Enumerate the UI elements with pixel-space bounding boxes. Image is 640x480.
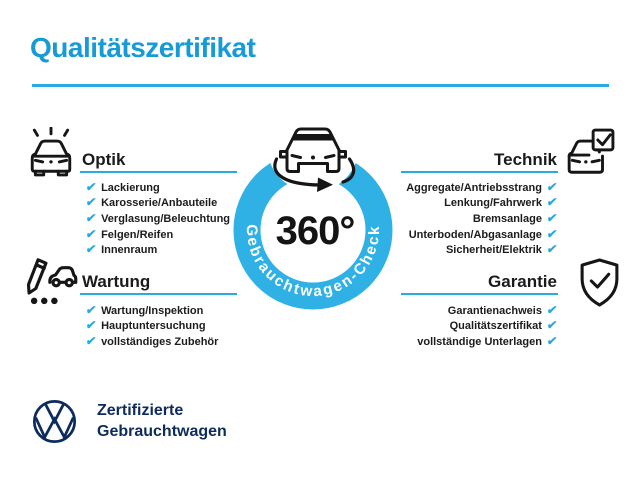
check-item-label: Innenraum: [101, 244, 158, 257]
section-rule-wartung: [80, 293, 237, 296]
check-icon: ✔: [85, 179, 98, 194]
section-rule-garantie: [401, 293, 558, 296]
check-item: [86, 242, 230, 258]
check-item: [86, 318, 218, 334]
360-check-badge: [223, 118, 403, 314]
check-item-label: Felgen/Reifen: [101, 228, 174, 241]
check-item: [86, 227, 230, 243]
shield-check-icon: [577, 257, 622, 309]
car-shine-icon: [25, 127, 77, 177]
check-item: [86, 180, 230, 196]
check-item-label: Hauptuntersuchung: [101, 320, 206, 333]
wartung-list: [86, 303, 218, 350]
check-item-label: Lenkung/Fahrwerk: [444, 197, 542, 210]
service-checklist-icon: [24, 257, 78, 311]
footer-claim-line2: Gebrauchtwagen: [97, 422, 227, 440]
optik-list: [86, 180, 230, 259]
section-rule-technik: [401, 171, 558, 174]
check-item-label: Karosserie/Anbauteile: [101, 197, 218, 210]
check-item-label: Unterboden/Abgasanlage: [408, 228, 542, 241]
check-icon: ✔: [85, 302, 98, 317]
check-icon: ✔: [546, 302, 559, 317]
check-icon: ✔: [546, 226, 559, 241]
check-item-label: vollständige Unterlagen: [417, 335, 542, 348]
check-item-label: vollständiges Zubehör: [101, 335, 219, 348]
check-item-label: Aggregate/Antriebsstrang: [406, 181, 542, 194]
check-icon: ✔: [85, 226, 98, 241]
check-item: [320, 334, 557, 350]
check-item-label: Qualitätszertifikat: [449, 320, 542, 333]
check-item-label: Lackierung: [101, 181, 160, 194]
check-icon: ✔: [546, 195, 559, 210]
check-icon: ✔: [546, 333, 559, 348]
check-icon: ✔: [85, 242, 98, 257]
check-icon: ✔: [85, 333, 98, 348]
section-title-optik: Optik: [82, 150, 126, 169]
footer-claim: [97, 401, 227, 442]
check-item-label: Garantienachweis: [447, 304, 542, 317]
check-icon: ✔: [546, 179, 559, 194]
check-item: [86, 303, 218, 319]
check-item-label: Sicherheit/Elektrik: [445, 244, 542, 257]
check-item-label: Bremsanlage: [472, 212, 542, 225]
section-title-wartung: Wartung: [82, 272, 151, 291]
section-title-technik: Technik: [494, 150, 557, 169]
check-icon: ✔: [85, 195, 98, 210]
check-icon: ✔: [546, 210, 559, 225]
degree-label: 360°: [275, 209, 355, 253]
check-item: [86, 211, 230, 227]
check-icon: ✔: [85, 210, 98, 225]
ring-label: Gebrauchtwagen-Check: [242, 224, 384, 301]
check-item-label: Wartung/Inspektion: [101, 304, 204, 317]
check-item: [320, 318, 557, 334]
check-item: [86, 334, 218, 350]
check-icon: ✔: [546, 242, 559, 257]
check-item-label: Verglasung/Beleuchtung: [101, 212, 231, 225]
car-checkbox-icon: [563, 128, 617, 178]
section-rule-optik: [80, 171, 237, 174]
check-item: [86, 195, 230, 211]
footer-claim-line1: Zertifizierte: [97, 402, 184, 419]
check-icon: ✔: [546, 318, 559, 333]
vw-logo: [31, 398, 78, 445]
check-icon: ✔: [85, 318, 98, 333]
header-divider: [32, 84, 609, 87]
page-title: Qualitätszertifikat: [30, 32, 256, 63]
section-title-garantie: Garantie: [488, 272, 557, 291]
